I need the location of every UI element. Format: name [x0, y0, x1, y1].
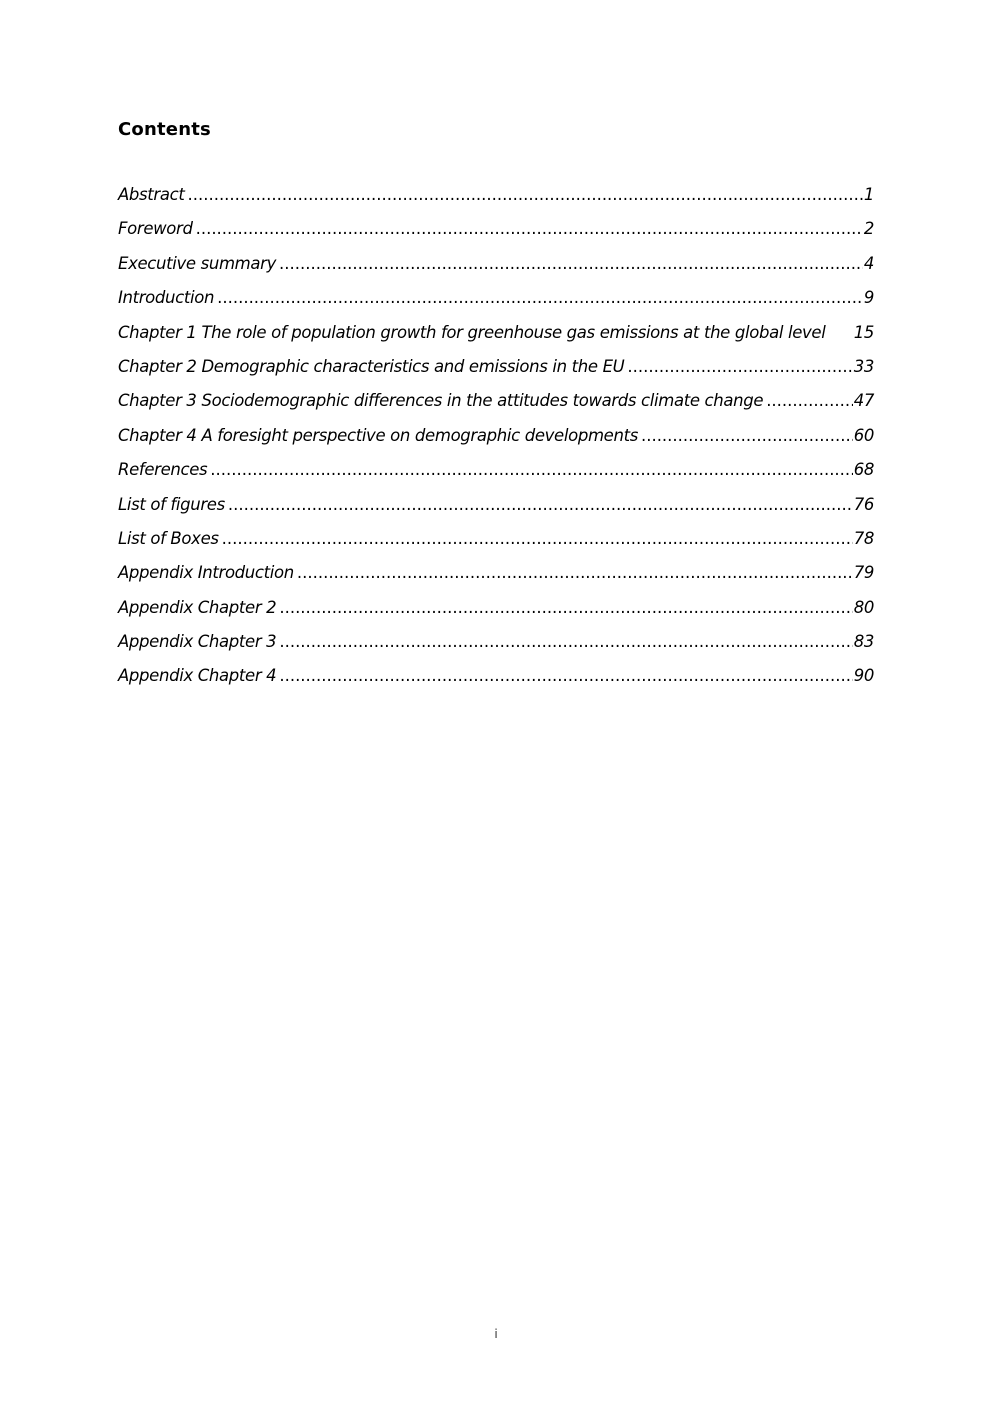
- toc-entry-title: Chapter 2 Demographic characteristics and emissions in the EU: [118, 356, 625, 376]
- toc-entry-title: Appendix Chapter 3: [118, 632, 277, 652]
- table-of-contents: [118, 185, 874, 701]
- toc-entry-title: Appendix Chapter 4: [118, 666, 277, 686]
- toc-entry-abstract[interactable]: [118, 185, 874, 219]
- toc-dot-leader: [210, 460, 852, 479]
- toc-entry-references[interactable]: [118, 460, 874, 494]
- toc-entry-appendix-introduction[interactable]: [118, 563, 874, 597]
- toc-dot-leader: [279, 666, 852, 685]
- toc-entry-appendix-chapter-2[interactable]: [118, 598, 874, 632]
- toc-entry-title: Executive summary: [118, 253, 276, 273]
- toc-entry-page: 1: [863, 185, 874, 204]
- toc-entry-page: 80: [853, 597, 874, 617]
- toc-dot-leader: [627, 357, 852, 376]
- toc-entry-page: 60: [853, 425, 874, 445]
- toc-entry-page: 9: [863, 288, 874, 308]
- toc-entry-chapter-3[interactable]: [118, 391, 874, 425]
- toc-entry-title: Chapter 3 Sociodemographic differences in the attitudes towards climate change: [118, 391, 764, 411]
- toc-entry-appendix-chapter-3[interactable]: [118, 632, 874, 666]
- toc-entry-page: 90: [853, 666, 874, 686]
- toc-dot-leader: [641, 426, 853, 445]
- toc-entry-page: 79: [853, 563, 874, 583]
- toc-dot-leader: [228, 495, 853, 514]
- toc-entry-page: 68: [853, 460, 874, 480]
- toc-dot-leader: [196, 219, 863, 238]
- toc-entry-page: 2: [863, 219, 874, 239]
- toc-entry-title: Appendix Chapter 2: [118, 597, 277, 617]
- contents-heading: Contents: [118, 119, 211, 140]
- toc-entry-title: Abstract: [118, 185, 185, 204]
- toc-entry-title: Foreword: [118, 219, 193, 239]
- toc-entry-chapter-1[interactable]: [118, 323, 874, 357]
- toc-entry-title: References: [118, 460, 208, 480]
- toc-entry-page: 83: [853, 632, 874, 652]
- toc-entry-appendix-chapter-4[interactable]: [118, 666, 874, 700]
- toc-entry-page: 15: [853, 322, 874, 342]
- toc-entry-list-of-boxes[interactable]: [118, 529, 874, 563]
- toc-entry-page: 4: [863, 253, 874, 273]
- toc-dot-leader: [766, 391, 853, 410]
- toc-entry-chapter-4[interactable]: [118, 426, 874, 460]
- toc-dot-leader: [222, 529, 853, 548]
- toc-dot-leader: [297, 563, 853, 582]
- toc-dot-leader: [187, 185, 862, 204]
- toc-entry-title: Introduction: [118, 288, 215, 308]
- toc-entry-title: List of figures: [118, 494, 225, 514]
- toc-entry-executive-summary[interactable]: [118, 254, 874, 288]
- toc-entry-chapter-2[interactable]: [118, 357, 874, 391]
- toc-entry-page: 47: [853, 391, 874, 411]
- toc-entry-title: List of Boxes: [118, 528, 219, 548]
- toc-dot-leader: [279, 598, 852, 617]
- toc-entry-title: Chapter 1 The role of population growth for greenhouse gas emissions at the global level: [118, 322, 826, 342]
- toc-entry-page: 78: [853, 528, 874, 548]
- toc-entry-title: Chapter 4 A foresight perspective on demographic developments: [118, 425, 638, 445]
- toc-entry-page: 76: [853, 494, 874, 514]
- page-number: i: [494, 1327, 498, 1341]
- toc-dot-leader: [279, 254, 863, 273]
- toc-entry-list-of-figures[interactable]: [118, 495, 874, 529]
- toc-entry-page: 33: [853, 356, 874, 376]
- toc-entry-title: Appendix Introduction: [118, 563, 294, 583]
- toc-entry-foreword[interactable]: [118, 219, 874, 253]
- toc-entry-introduction[interactable]: [118, 288, 874, 322]
- toc-dot-leader: [279, 632, 852, 651]
- toc-dot-leader: [217, 288, 863, 307]
